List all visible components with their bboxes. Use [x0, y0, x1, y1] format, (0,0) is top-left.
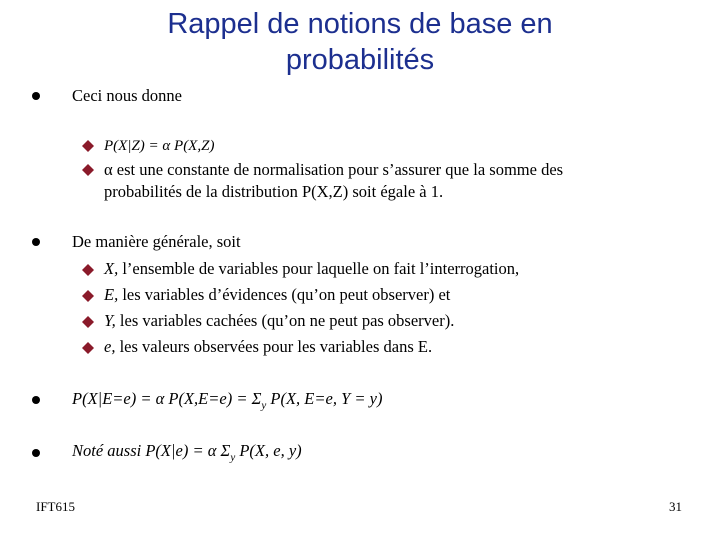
def-ev-desc: les valeurs observées pour les variables dans E. [115, 337, 433, 356]
slide-title-line-1: Rappel de notions de base en [167, 8, 553, 40]
def-y [104, 311, 454, 331]
diamond-bullet-icon [82, 264, 94, 276]
diamond-bullet-icon [82, 290, 94, 302]
bullet-general: De manière générale, soit [72, 232, 241, 251]
sub-alpha-line-1: α est une constante de normalisation pour s’assurer que la somme des [104, 160, 564, 179]
slide-title-line-2: probabilités [285, 44, 435, 76]
formula-conditional-a: P(X|E=e) = α P(X,E=e) = Σ [72, 389, 262, 408]
formula-note [72, 441, 302, 467]
diamond-bullet-icon [82, 140, 94, 152]
bullet-dot-icon [32, 238, 40, 246]
footer-course: IFT615 [36, 499, 75, 514]
diamond-bullet-icon [82, 316, 94, 328]
slide-title [60, 6, 660, 78]
formula-conditional [72, 389, 382, 415]
formula-conditional-b: P(X, E=e, Y = y) [266, 389, 383, 408]
def-y-desc: les variables cachées (qu’on ne peut pas observer). [115, 311, 455, 330]
def-x-var: X, [104, 259, 119, 278]
formula-note-sub: y [230, 451, 236, 464]
def-ev [104, 337, 432, 357]
def-e-var: E, [104, 285, 119, 304]
sub-alpha-line-2: probabilités de la distribution P(X,Z) soit égale à 1. [104, 182, 444, 201]
bullet-dot-icon [32, 396, 40, 404]
footer-page-number: 31 [669, 499, 682, 514]
bullet-dot-icon [32, 449, 40, 457]
def-y-var: Y, [104, 311, 116, 330]
formula-conditional-sub: y [261, 399, 267, 412]
def-e-desc: les variables d’évidences (qu’on peut observer) et [118, 285, 451, 304]
def-ev-var: e, [104, 337, 116, 356]
def-x-desc: l’ensemble de variables pour laquelle on fait l’interrogation, [118, 259, 520, 278]
sub-formula-pxz: P(X|Z) = α P(X,Z) [104, 138, 215, 154]
def-e [104, 285, 450, 305]
formula-note-a: Noté aussi P(X|e) = α Σ [72, 441, 231, 460]
def-x [104, 259, 519, 279]
bullet-dot-icon [32, 92, 40, 100]
bullet-ceci: Ceci nous donne [72, 86, 182, 105]
diamond-bullet-icon [82, 164, 94, 176]
diamond-bullet-icon [82, 342, 94, 354]
formula-note-b: P(X, e, y) [235, 441, 302, 460]
